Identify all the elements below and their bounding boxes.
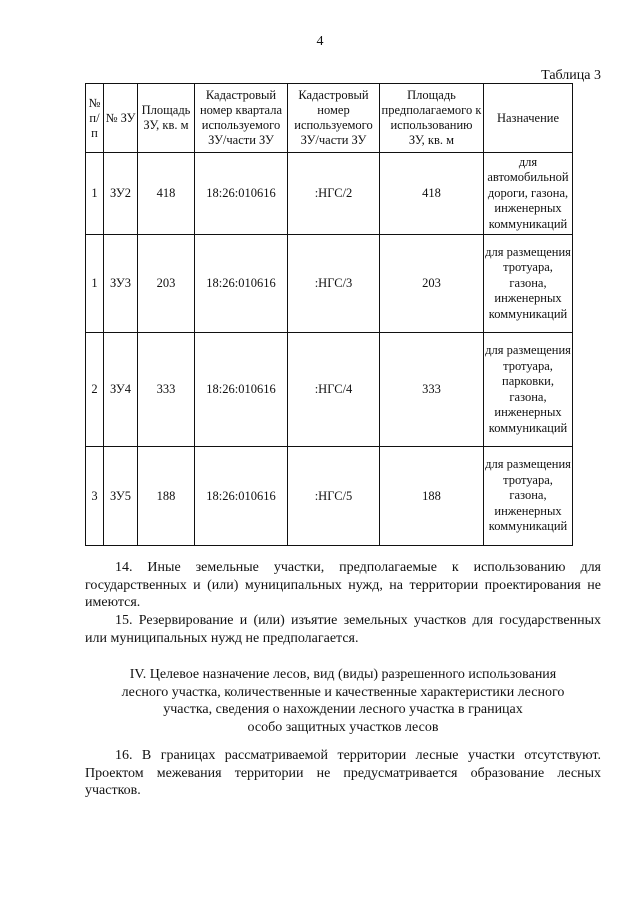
cell-cadastral: :НГС/2 — [288, 153, 380, 235]
paragraph-15: 15. Резервирование и (или) изъятие земельных участков для государственных или муниципальных нужд не предполагается. — [85, 613, 601, 646]
section-title-line: лесного участка, количественные и качественные характеристики лесного — [121, 684, 565, 700]
cell-cadastral: :НГС/3 — [288, 235, 380, 333]
cell-num: 3 — [86, 447, 104, 546]
header-num: № п/п — [86, 84, 104, 153]
cell-zu: ЗУ5 — [104, 447, 138, 546]
section-title-line: участка, сведения о нахождении лесного участка в границах — [163, 702, 523, 717]
cell-area: 188 — [138, 447, 195, 546]
cell-planned-area: 203 — [380, 235, 484, 333]
paragraph-16: 16. В границах рассматриваемой территории лесные участки отсутствуют. Проектом межевания территории не предусматривается образование лесных участков. — [85, 748, 601, 798]
header-planned-area: Площадь предполагаемого к использованию ЗУ, кв. м — [380, 84, 484, 153]
cell-zu: ЗУ2 — [104, 153, 138, 235]
paragraph-14: 14. Иные земельные участки, предполагаемые к использованию для государственных и (или) муниципальных нужд, на территории проектирования не имеются. — [85, 560, 601, 610]
cell-quarter: 18:26:010616 — [195, 447, 288, 546]
section-title-line: особо защитных участков лесов — [247, 719, 439, 735]
cell-planned-area: 418 — [380, 153, 484, 235]
cell-cadastral: :НГС/4 — [288, 333, 380, 447]
table-row — [86, 333, 573, 447]
cell-purpose: для размещения тротуара, газона, инженерных коммуникаций — [484, 447, 573, 546]
cell-area: 418 — [138, 153, 195, 235]
section-title — [85, 666, 601, 736]
cell-num: 1 — [86, 153, 104, 235]
cell-quarter: 18:26:010616 — [195, 333, 288, 447]
cell-cadastral: :НГС/5 — [288, 447, 380, 546]
cell-area: 333 — [138, 333, 195, 447]
cell-zu: ЗУ3 — [104, 235, 138, 333]
cell-zu: ЗУ4 — [104, 333, 138, 447]
cell-purpose: для размещения тротуара, парковки, газона, инженерных коммуникаций — [484, 333, 573, 447]
table-row — [86, 153, 573, 235]
header-zu: № ЗУ — [104, 84, 138, 153]
cell-purpose: для автомобильной дороги, газона, инженерных коммуникаций — [484, 153, 573, 235]
cell-num: 2 — [86, 333, 104, 447]
header-area: Площадь ЗУ, кв. м — [138, 84, 195, 153]
table-caption: Таблица 3 — [541, 68, 601, 83]
cell-area: 203 — [138, 235, 195, 333]
table-row — [86, 235, 573, 333]
cell-planned-area: 333 — [380, 333, 484, 447]
page-number: 4 — [316, 34, 324, 49]
cell-quarter: 18:26:010616 — [195, 235, 288, 333]
section-title-line: IV. Целевое назначение лесов, вид (виды) разрешенного использования — [129, 667, 557, 682]
table-header-row — [86, 84, 573, 153]
cell-purpose: для размещения тротуара, газона, инженерных коммуникаций — [484, 235, 573, 333]
land-plots-table — [85, 83, 573, 546]
header-quarter: Кадастровый номер квартала используемого ЗУ/части ЗУ — [195, 84, 288, 153]
header-cadastral: Кадастровый номер используемого ЗУ/части ЗУ — [288, 84, 380, 153]
header-purpose: Назначение — [484, 84, 573, 153]
cell-quarter: 18:26:010616 — [195, 153, 288, 235]
table-row — [86, 447, 573, 546]
cell-planned-area: 188 — [380, 447, 484, 546]
cell-num: 1 — [86, 235, 104, 333]
